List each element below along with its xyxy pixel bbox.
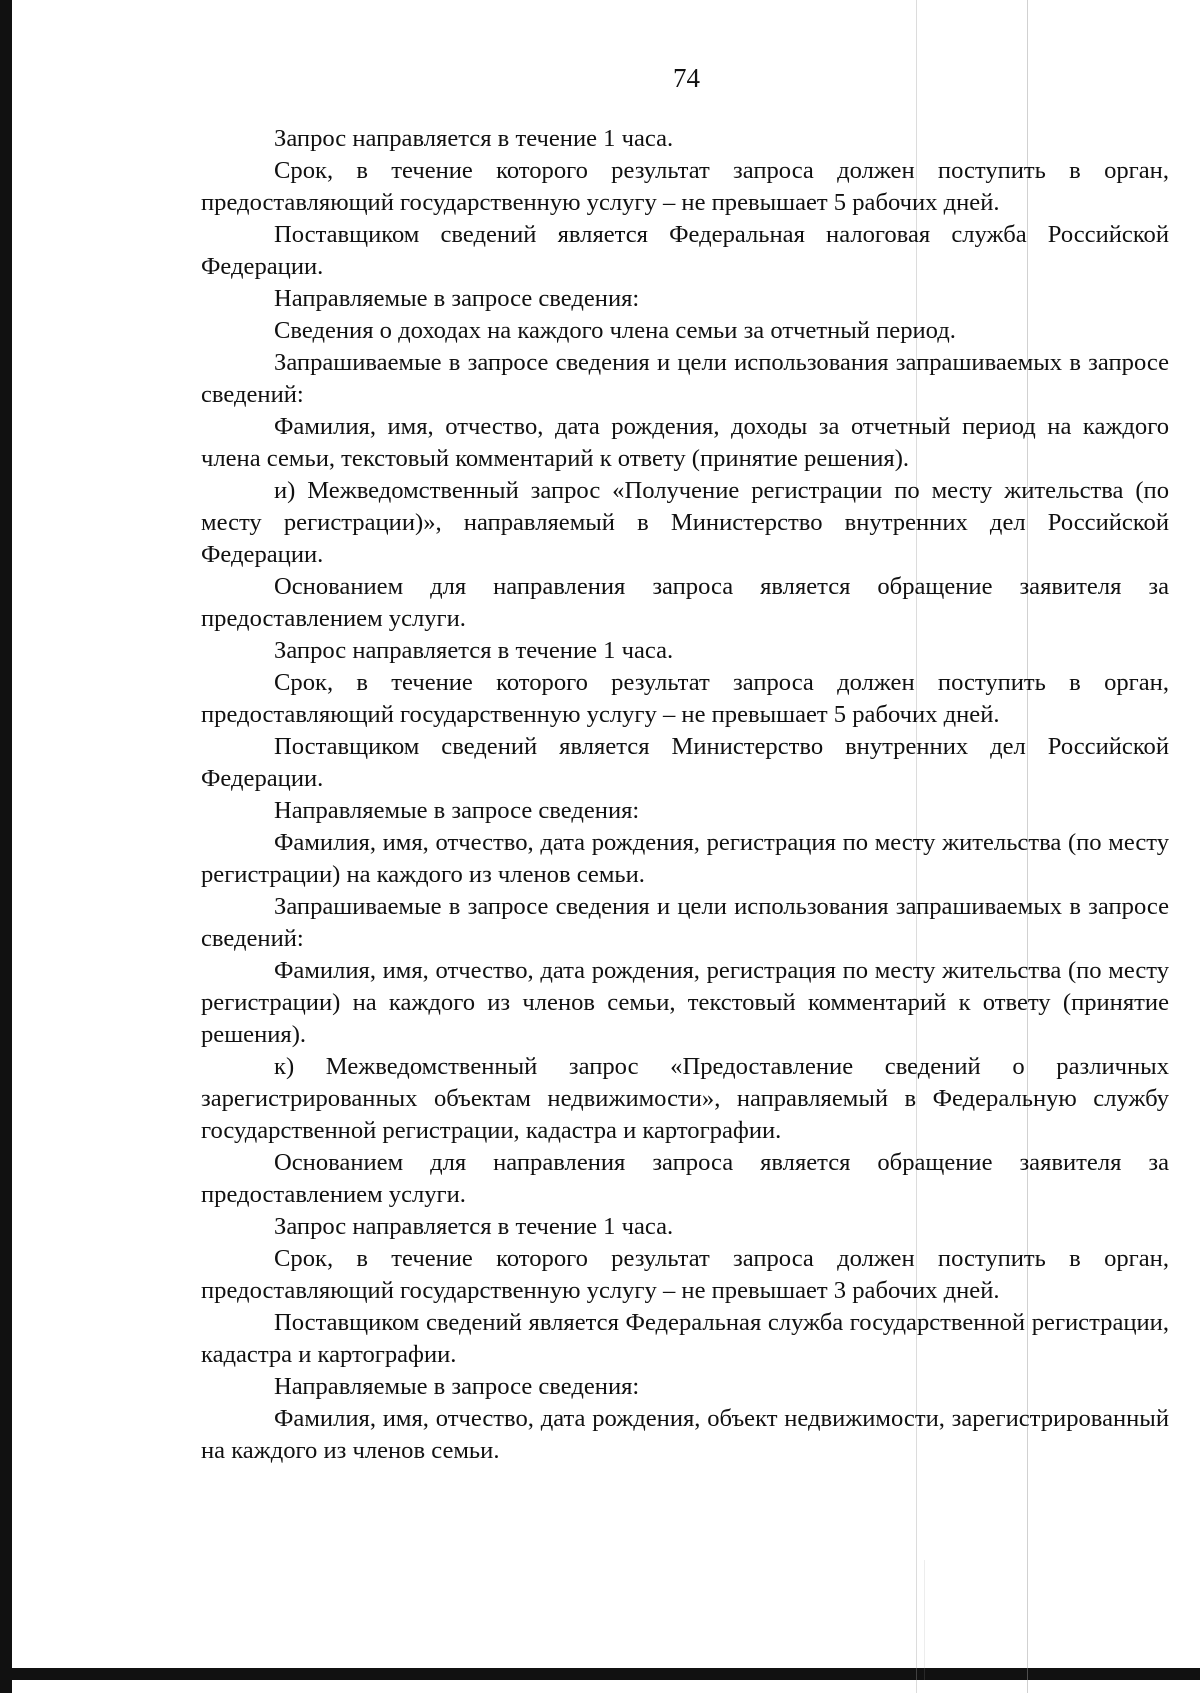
paragraph: Поставщиком сведений является Федеральная служба государственной регистрации, кадастра и картографии. — [201, 1309, 1169, 1368]
paragraph: Сведения о доходах на каждого члена семьи за отчетный период. — [274, 317, 956, 344]
document-body — [201, 123, 1169, 1467]
paragraph: Поставщиком сведений является Министерство внутренних дел Российской Федерации. — [201, 733, 1169, 792]
paragraph: Запрос направляется в течение 1 часа. — [274, 1213, 674, 1240]
paragraph: и) Межведомственный запрос «Получение регистрации по месту жительства (по месту регистрации)», направляемый в Министерство внутренних дел Российской Федерации. — [201, 477, 1169, 568]
page-number: 74 — [673, 63, 700, 93]
paragraph: Запрос направляется в течение 1 часа. — [274, 125, 674, 152]
paragraph: Фамилия, имя, отчество, дата рождения, регистрация по месту жительства (по месту регистрации) на каждого из членов семьи. — [201, 829, 1169, 888]
paragraph: Фамилия, имя, отчество, дата рождения, объект недвижимости, зарегистрированный на каждого из членов семьи. — [201, 1405, 1169, 1464]
paragraph: Срок, в течение которого результат запроса должен поступить в орган, предоставляющий государственную услугу – не превышает 3 рабочих дней. — [201, 1245, 1169, 1304]
paragraph: Направляемые в запросе сведения: — [274, 797, 640, 824]
paragraph: Направляемые в запросе сведения: — [274, 285, 640, 312]
paragraph: Срок, в течение которого результат запроса должен поступить в орган, предоставляющий государственную услугу – не превышает 5 рабочих дней. — [201, 669, 1169, 728]
paragraph: Фамилия, имя, отчество, дата рождения, доходы за отчетный период на каждого члена семьи, текстовый комментарий к ответу (принятие решения). — [201, 413, 1169, 472]
scan-border-bottom — [0, 1668, 1200, 1680]
paragraph: Фамилия, имя, отчество, дата рождения, регистрация по месту жительства (по месту регистрации) на каждого из членов семьи, текстовый комментарий к ответу (принятие решения). — [201, 957, 1169, 1048]
paragraph: Запрашиваемые в запросе сведения и цели использования запрашиваемых в запросе сведений: — [201, 349, 1169, 408]
paragraph: Основанием для направления запроса является обращение заявителя за предоставлением услуги. — [201, 573, 1169, 632]
paragraph: Срок, в течение которого результат запроса должен поступить в орган, предоставляющий государственную услугу – не превышает 5 рабочих дней. — [201, 157, 1169, 216]
paragraph: Поставщиком сведений является Федеральная налоговая служба Российской Федерации. — [201, 221, 1169, 280]
scan-fold-line — [924, 1560, 925, 1680]
paragraph: Направляемые в запросе сведения: — [274, 1373, 640, 1400]
page-header — [0, 62, 1200, 102]
paragraph: к) Межведомственный запрос «Предоставление сведений о различных зарегистрированных объектам недвижимости», направляемый в Федеральную службу государственной регистрации, кадастра и картографии. — [201, 1053, 1169, 1144]
paragraph: Запрос направляется в течение 1 часа. — [274, 637, 674, 664]
paragraph: Основанием для направления запроса является обращение заявителя за предоставлением услуги. — [201, 1149, 1169, 1208]
paragraph: Запрашиваемые в запросе сведения и цели использования запрашиваемых в запросе сведений: — [201, 893, 1169, 952]
scan-border-left — [0, 0, 12, 1693]
